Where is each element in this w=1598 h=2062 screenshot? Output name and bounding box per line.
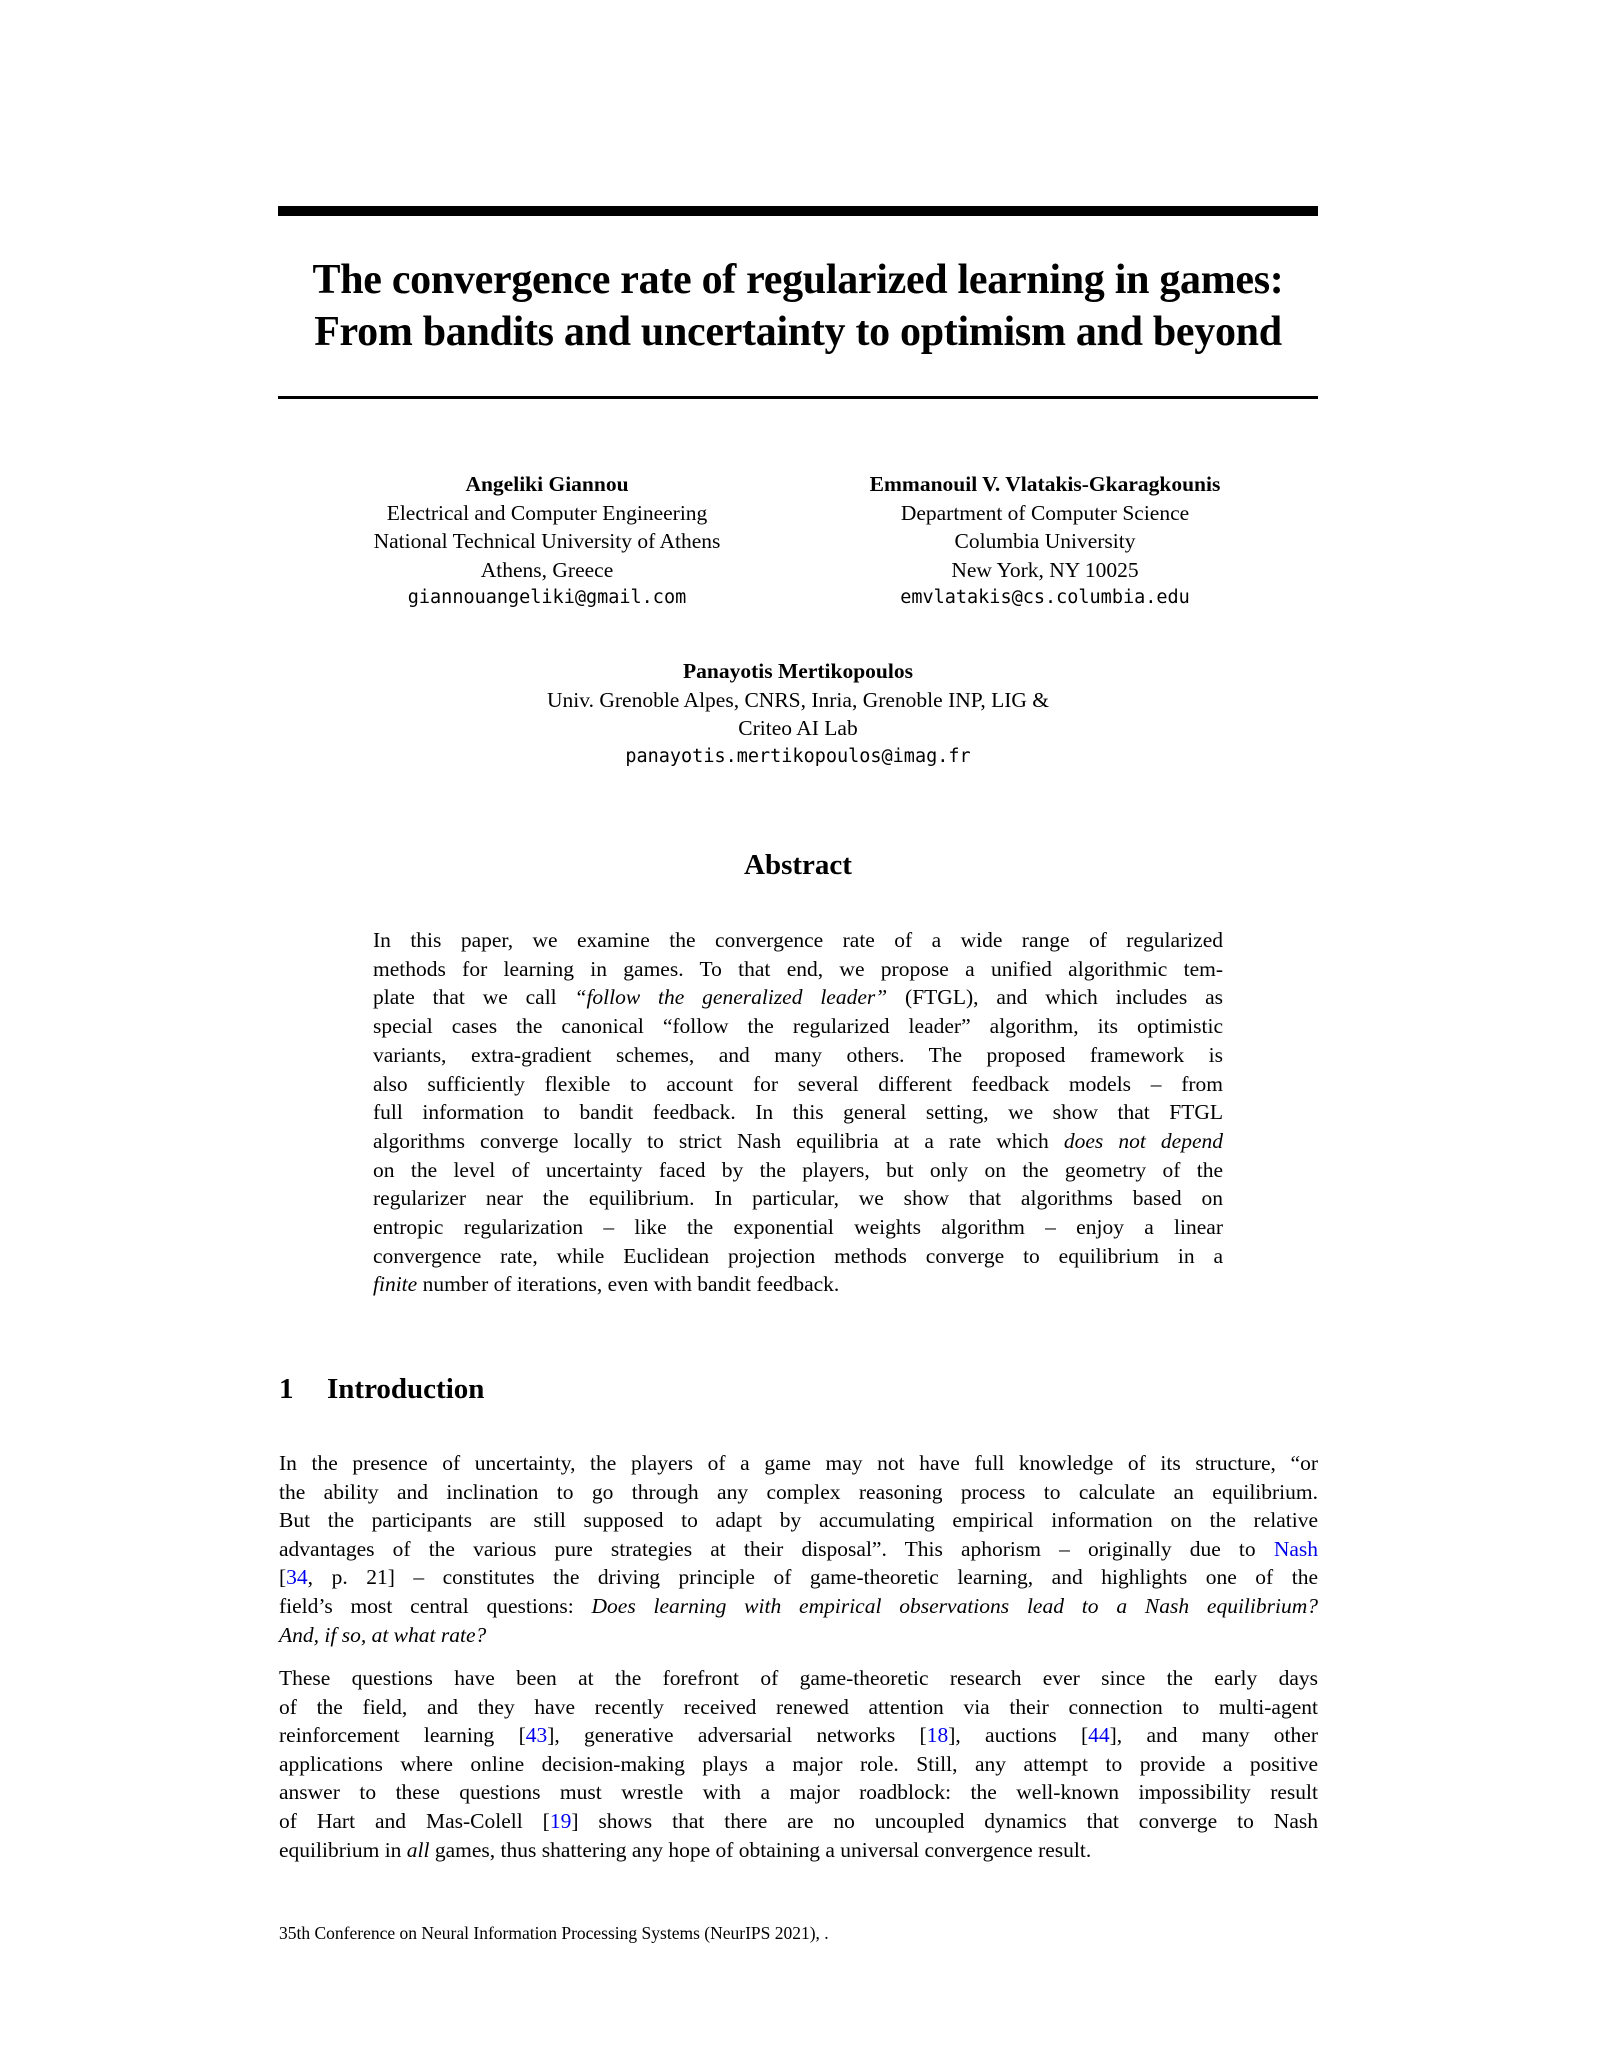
text-line <box>373 1127 1223 1156</box>
author-affiliation-line: Athens, Greece <box>480 557 614 582</box>
text-line <box>373 1041 1223 1070</box>
text-line <box>373 926 1223 955</box>
author-name: Panayotis Mertikopoulos <box>683 659 913 683</box>
italic-text: all <box>406 1837 430 1862</box>
text-run: games, thus shattering any hope of obtaining a universal convergence result. <box>429 1837 1092 1862</box>
text-line <box>279 1563 1318 1592</box>
author-affiliation-line: Electrical and Computer Engineering <box>386 500 708 525</box>
text-run: In the presence of uncertainty, the players of a game may not have full knowledge of its structure, “or <box>279 1451 1318 1475</box>
text-run: applications where online decision-making plays a major role. Still, any attempt to provide a positive <box>279 1751 1318 1776</box>
intro-paragraph-1 <box>279 1449 1318 1649</box>
text-line <box>373 1184 1223 1213</box>
text-run: advantages of the various pure strategies at their disposal”. This aphorism – originally due to <box>279 1536 1274 1561</box>
text-line <box>279 1621 1318 1650</box>
text-line <box>279 1535 1318 1564</box>
text-line <box>373 1070 1223 1099</box>
text-line <box>279 1750 1318 1779</box>
citation-link[interactable]: 43 <box>525 1723 548 1748</box>
author-email: panayotis.mertikopoulos@imag.fr <box>625 745 971 767</box>
title-line-1: The convergence rate of regularized learning in games: <box>312 257 1284 303</box>
author-affiliation-line: New York, NY 10025 <box>951 557 1139 582</box>
text-run: also sufficiently flexible to account for several different feedback models – from <box>373 1071 1223 1096</box>
text-run: of Hart and Mas-Colell [ <box>279 1808 550 1833</box>
abstract-body <box>373 926 1223 1299</box>
conference-footnote: 35th Conference on Neural Information Processing Systems (NeurIPS 2021), . <box>279 1923 829 1943</box>
text-line <box>373 1213 1223 1242</box>
text-run: equilibrium in <box>279 1837 407 1862</box>
text-run: ], auctions [ <box>948 1723 1089 1748</box>
text-line <box>279 1778 1318 1807</box>
author-email: emvlatakis@cs.columbia.edu <box>900 587 1190 608</box>
text-run: special cases the canonical “follow the regularized leader” algorithm, its optimistic <box>373 1014 1223 1039</box>
paper-title <box>278 254 1318 358</box>
author-name: Angeliki Giannou <box>465 472 629 496</box>
text-run: regularizer near the equilibrium. In particular, we show that algorithms based on <box>373 1186 1223 1211</box>
text-run: of the field, and they have recently received renewed attention via their connection to multi-agent <box>279 1694 1318 1719</box>
author-affiliation-line: Columbia University <box>954 529 1136 553</box>
text-run: , p. 21] – constitutes the driving principle of game-theoretic learning, and highlights one of the <box>307 1565 1318 1590</box>
text-line <box>279 1807 1318 1836</box>
author-block-giannou <box>297 470 797 613</box>
text-run: But the participants are still supposed to adapt by accumulating empirical information on the relative <box>279 1508 1318 1533</box>
text-run: variants, extra-gradient schemes, and many others. The proposed framework is <box>373 1042 1223 1067</box>
italic-text: “follow the generalized leader” <box>574 985 888 1010</box>
text-line <box>279 1693 1318 1722</box>
citation-link[interactable]: Nash <box>1273 1536 1318 1561</box>
text-run: ] shows that there are no uncoupled dynamics that converge to Nash <box>571 1808 1318 1833</box>
italic-text: finite <box>373 1272 418 1297</box>
text-run: algorithms converge locally to strict Nash equilibria at a rate which <box>373 1128 1064 1153</box>
text-run: ], generative adversarial networks [ <box>547 1723 927 1748</box>
author-block-vlatakis <box>795 470 1295 613</box>
text-line <box>279 1592 1318 1621</box>
section-heading-introduction <box>279 1372 484 1406</box>
author-block-mertikopoulos <box>398 657 1198 771</box>
text-run: convergence rate, while Euclidean projection methods converge to equilibrium in a <box>373 1243 1223 1268</box>
author-email: giannouangeliki@gmail.com <box>407 587 687 608</box>
text-run: methods for learning in games. To that end, we propose a unified algorithmic tem- <box>373 956 1223 981</box>
author-name: Emmanouil V. Vlatakis-Gkaragkounis <box>869 472 1221 496</box>
text-run: entropic regularization – like the exponential weights algorithm – enjoy a linear <box>373 1215 1223 1240</box>
title-bottom-rule <box>278 396 1318 399</box>
citation-link[interactable]: 18 <box>926 1723 949 1748</box>
italic-text: And, if so, at what rate? <box>279 1622 487 1647</box>
text-run: plate that we call <box>373 985 575 1010</box>
text-run: the ability and inclination to go through any complex reasoning process to calculate an equilibrium. <box>279 1479 1318 1504</box>
text-run: full information to bandit feedback. In this general setting, we show that FTGL <box>373 1100 1223 1125</box>
text-run: [ <box>279 1565 287 1590</box>
abstract-heading: Abstract <box>744 849 852 881</box>
title-top-rule <box>278 206 1318 216</box>
text-run: answer to these questions must wrestle with a major roadblock: the well-known impossibility result <box>279 1780 1318 1805</box>
author-affiliation-line: Department of Computer Science <box>900 500 1190 525</box>
text-line <box>373 1098 1223 1127</box>
text-run: on the level of uncertainty faced by the players, but only on the geometry of the <box>373 1157 1223 1182</box>
section-title: Introduction <box>327 1373 485 1405</box>
text-line <box>373 1012 1223 1041</box>
text-line <box>279 1449 1318 1478</box>
section-number: 1 <box>279 1373 294 1405</box>
author-affiliation-line: National Technical University of Athens <box>373 529 721 553</box>
text-run: reinforcement learning [ <box>279 1723 526 1748</box>
text-line <box>279 1721 1318 1750</box>
intro-paragraph-2 <box>279 1664 1318 1864</box>
text-line <box>373 955 1223 984</box>
text-run: field’s most central questions: <box>279 1593 592 1618</box>
text-line <box>279 1836 1318 1865</box>
citation-link[interactable]: 34 <box>286 1565 308 1590</box>
text-line <box>373 983 1223 1012</box>
text-run: (FTGL), and which includes as <box>887 985 1223 1010</box>
citation-link[interactable]: 19 <box>549 1808 572 1833</box>
author-affiliation-line: Univ. Grenoble Alpes, CNRS, Inria, Grenoble INP, LIG & <box>547 687 1049 712</box>
text-line <box>279 1506 1318 1535</box>
text-run: number of iterations, even with bandit feedback. <box>417 1272 840 1297</box>
text-run: These questions have been at the forefront of game-theoretic research ever since the early days <box>279 1666 1318 1690</box>
italic-text: does not depend <box>1063 1128 1224 1153</box>
italic-text: Does learning with empirical observations lead to a Nash equilibrium? <box>591 1593 1318 1618</box>
text-line <box>279 1664 1318 1693</box>
citation-link[interactable]: 44 <box>1088 1723 1110 1748</box>
text-line <box>373 1270 1223 1299</box>
title-line-2: From bandits and uncertainty to optimism and beyond <box>314 309 1282 355</box>
author-affiliation-line: Criteo AI Lab <box>738 716 858 740</box>
text-line <box>373 1156 1223 1185</box>
text-run: ], and many other <box>1109 1723 1318 1748</box>
text-line <box>373 1242 1223 1271</box>
text-line <box>279 1478 1318 1507</box>
text-run: In this paper, we examine the convergence rate of a wide range of regularized <box>373 928 1223 952</box>
